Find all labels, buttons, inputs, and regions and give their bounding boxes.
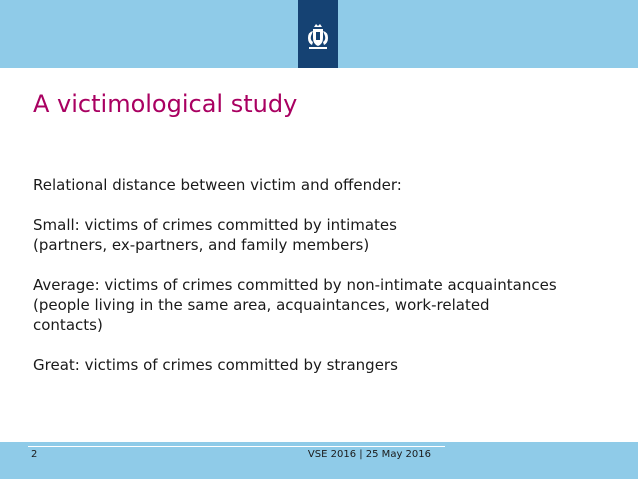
paragraph-small-distance: Small: victims of crimes committed by intimates (partners, ex-partners, and family members) [33,216,397,254]
paragraph-average-distance: Average: victims of crimes committed by non-intimate acquaintances (people living in the same area, acquaintances, work-related contacts) [33,276,557,334]
paragraph-great-distance: Great: victims of crimes committed by strangers [33,356,398,374]
paragraph-intro: Relational distance between victim and offender: [33,176,402,194]
slide-title: A victimological study [33,90,298,118]
logo-strip [298,0,338,68]
footer-band [0,442,638,479]
footer-info: VSE 2016 | 25 May 2016 [307,449,431,460]
footer-divider [28,446,445,447]
coat-of-arms-icon [303,22,333,52]
page-number: 2 [31,449,38,460]
slide-body [33,175,623,395]
